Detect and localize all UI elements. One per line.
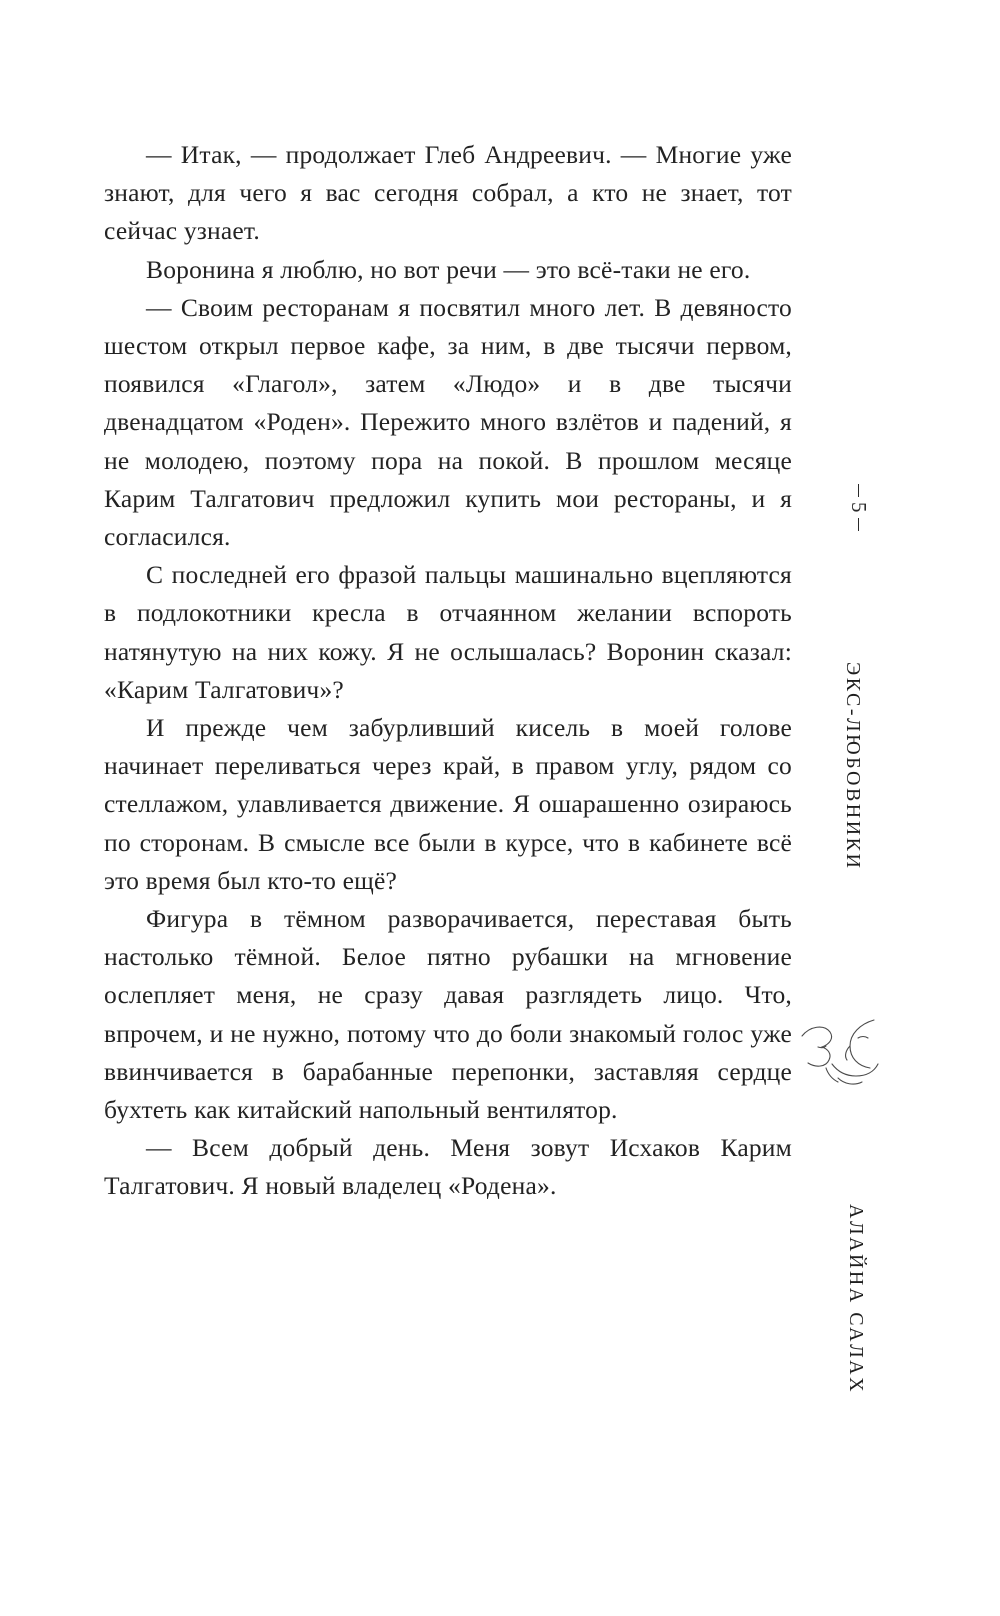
paragraph: Фигура в тёмном разворачивается, переставая быть настолько тёмной. Белое пятно рубашки на мгновение ослепляет меня, не сразу давая разглядеть лицо. Что, впрочем, и не нужно, потому что до боли знакомый голос уже ввинчивается в барабанные перепонки, заставляя сердце бухтеть как китайский напольный вентилятор.	[104, 904, 792, 1125]
faces-sketch-illustration	[788, 1002, 896, 1110]
paragraph: Воронина я люблю, но вот речи — это всё-таки не его.	[146, 254, 751, 284]
paragraph: С последней его фразой пальцы машинально вцепляются в подлокотники кресла в отчаянном желании вспороть натянутую на них кожу. Я не ослышалась? Воронин сказал: «Карим Талгатович»?	[104, 560, 792, 704]
paragraph: И прежде чем забурливший кисель в моей голове начинает переливаться через край, в правом углу, рядом со стеллажом, улавливается движение. Я ошарашенно озираюсь по сторонам. В смысле все были в курсе, что в кабинете всё это время был кто-то ещё?	[104, 713, 792, 895]
body-text-block	[104, 136, 792, 1206]
page-number: 5	[847, 502, 871, 513]
paragraph: — Своим ресторанам я посвятил много лет. В девяносто шестом открыл первое кафе, за ним, в две тысячи первом, появился «Глагол», затем «Людо» и в две тысячи двенадцатом «Роден». Пережито много взлётов и падений, я не молодею, поэтому пора на покой. В прошлом месяце Карим Талгатович предложил купить мои рестораны, и я согласился.	[104, 292, 792, 552]
paragraph: — Всем добрый день. Меня зовут Исхаков Карим Талгатович. Я новый владелец «Родена».	[104, 1133, 792, 1201]
folio-rule-bottom	[858, 518, 860, 531]
running-book-title: ЭКС-ЛЮБОВНИКИ	[842, 662, 864, 871]
folio-rule-top	[858, 484, 860, 497]
paragraph: — Итак, — продолжает Глеб Андреевич. — Многие уже знают, для чего я вас сегодня собрал, а кто не знает, тот сейчас узнает.	[104, 140, 792, 246]
running-author-name: АЛАЙНА САЛАХ	[845, 1204, 867, 1395]
page-number-block	[848, 484, 869, 531]
